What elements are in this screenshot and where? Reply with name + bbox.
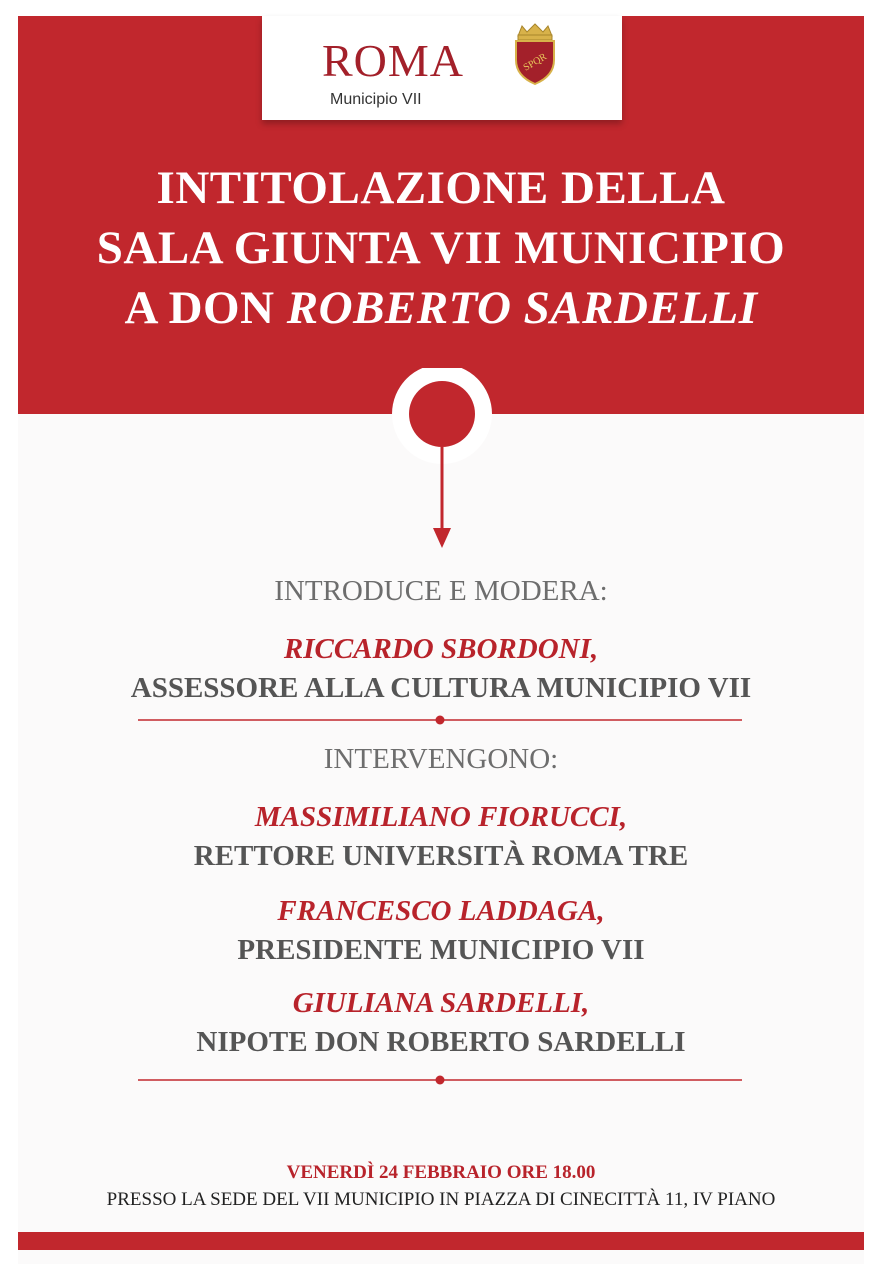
speaker-name: FRANCESCO LADDAGA,	[277, 895, 605, 927]
logo-subtitle: Municipio VII	[330, 91, 422, 108]
location-pin-icon	[380, 368, 504, 554]
divider	[138, 1074, 742, 1086]
title-line-2: SALA GIUNTA VII MUNICIPIO	[96, 222, 786, 274]
event-title	[18, 158, 864, 338]
logo-wordmark: ROMA	[322, 35, 465, 86]
divider	[138, 714, 742, 726]
roma-crest-icon	[510, 22, 560, 86]
speaker-role: RETTORE UNIVERSITÀ ROMA TRE	[193, 840, 689, 872]
speaker-name: MASSIMILIANO FIORUCCI,	[254, 801, 628, 833]
speaker-role: NIPOTE DON ROBERTO SARDELLI	[196, 1026, 686, 1058]
speaker-name: GIULIANA SARDELLI,	[292, 987, 590, 1019]
logo-box	[262, 16, 622, 120]
title-line-3-name: ROBERTO SARDELLI	[286, 282, 758, 334]
bottom-bar	[18, 1232, 864, 1250]
moderator-name: RICCARDO SBORDONI,	[283, 633, 599, 665]
event-date: VENERDÌ 24 FEBBRAIO ORE 18.00	[286, 1162, 596, 1183]
event-details	[18, 1160, 864, 1214]
event-place: PRESSO LA SEDE DEL VII MUNICIPIO IN PIAZZA DI CINECITTÀ 11, IV PIANO	[106, 1189, 776, 1210]
crest-text: SPQR	[521, 51, 549, 74]
moderator-label: INTRODUCE E MODERA:	[274, 575, 608, 607]
title-line-3-prefix: A DON	[124, 282, 287, 334]
speakers-label: INTERVENGONO:	[323, 743, 559, 775]
speaker-role: PRESIDENTE MUNICIPIO VII	[237, 934, 645, 966]
moderator-section	[18, 572, 864, 708]
moderator-role: ASSESSORE ALLA CULTURA MUNICIPIO VII	[130, 672, 752, 704]
speakers-section	[18, 740, 864, 1062]
title-line-1: INTITOLAZIONE DELLA	[156, 162, 726, 214]
title-line-3	[18, 278, 864, 338]
